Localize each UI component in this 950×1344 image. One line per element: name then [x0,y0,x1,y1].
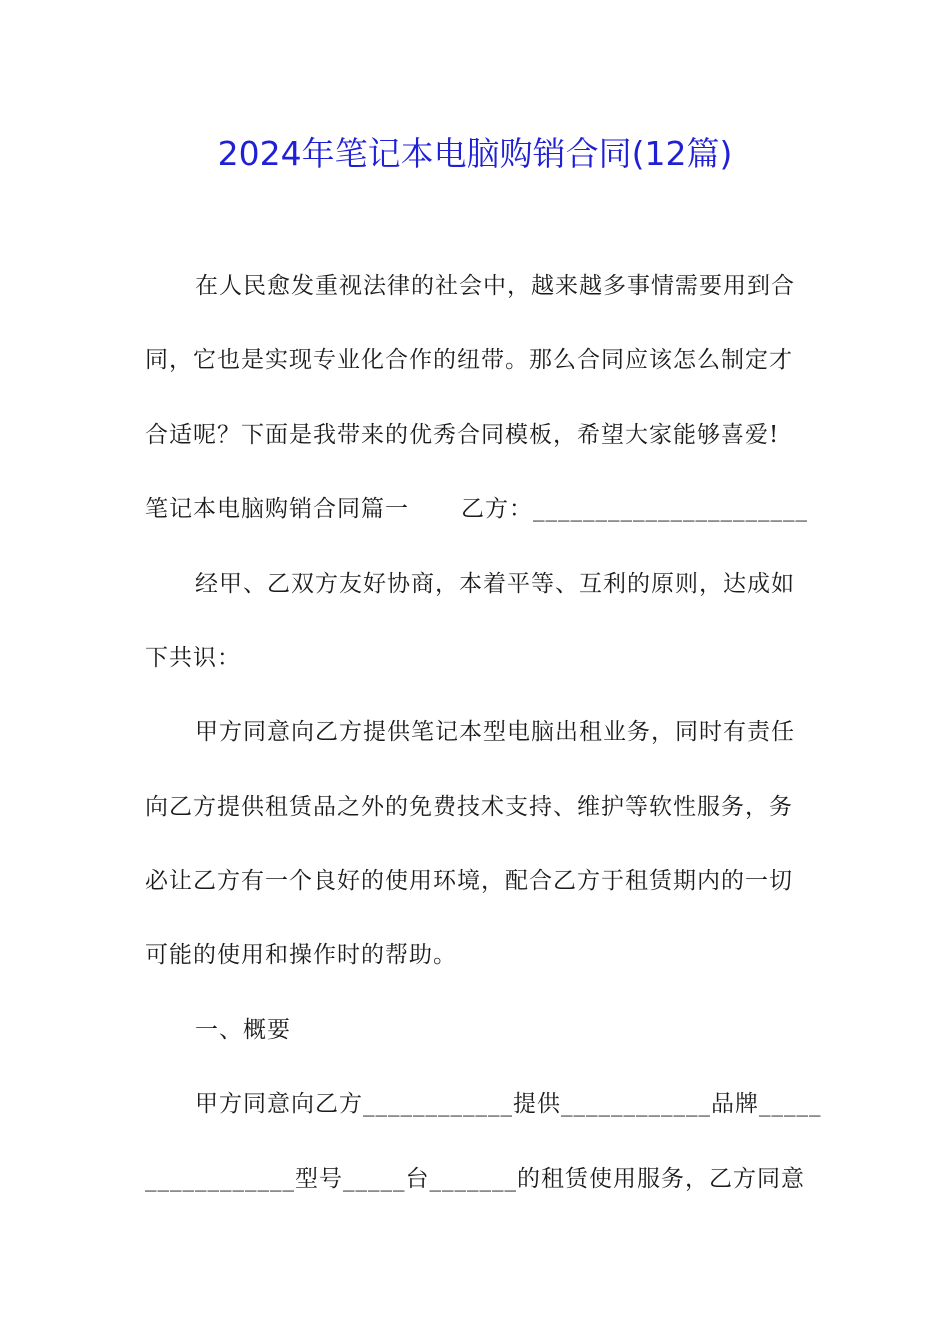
document-title: 2024年笔记本电脑购销合同(12篇) [217,134,733,173]
paragraph-line: 甲方同意向乙方____________提供____________品牌_____ [195,1091,822,1117]
paragraph-line: 在人民愈发重视法律的社会中，越来越多事情需要用到合 [195,273,795,299]
paragraph-line: 合适呢？下面是我带来的优秀合同模板，希望大家能够喜爱! [145,422,780,448]
section-heading: 笔记本电脑购销合同篇一 [145,496,409,522]
party-b-field: 乙方：______________________ [461,496,808,522]
paragraph-line: 同，它也是实现专业化合作的纽带。那么合同应该怎么制定才 [145,347,793,373]
paragraph-line: 经甲、乙双方友好协商，本着平等、互利的原则，达成如 [195,571,795,597]
paragraph-line: 甲方同意向乙方提供笔记本型电脑出租业务，同时有责任 [195,719,795,745]
paragraph-line: 下共识： [145,645,241,671]
paragraph-line: 可能的使用和操作时的帮助。 [145,942,457,968]
paragraph-line: 必让乙方有一个良好的使用环境，配合乙方于租赁期内的一切 [145,868,793,894]
clause-heading: 一、概要 [195,1017,291,1043]
paragraph-line: 向乙方提供租赁品之外的免费技术支持、维护等软性服务，务 [145,794,793,820]
section-heading-line [145,494,808,524]
paragraph-line: ____________型号_____台_______的租赁使用服务，乙方同意 [145,1166,805,1192]
